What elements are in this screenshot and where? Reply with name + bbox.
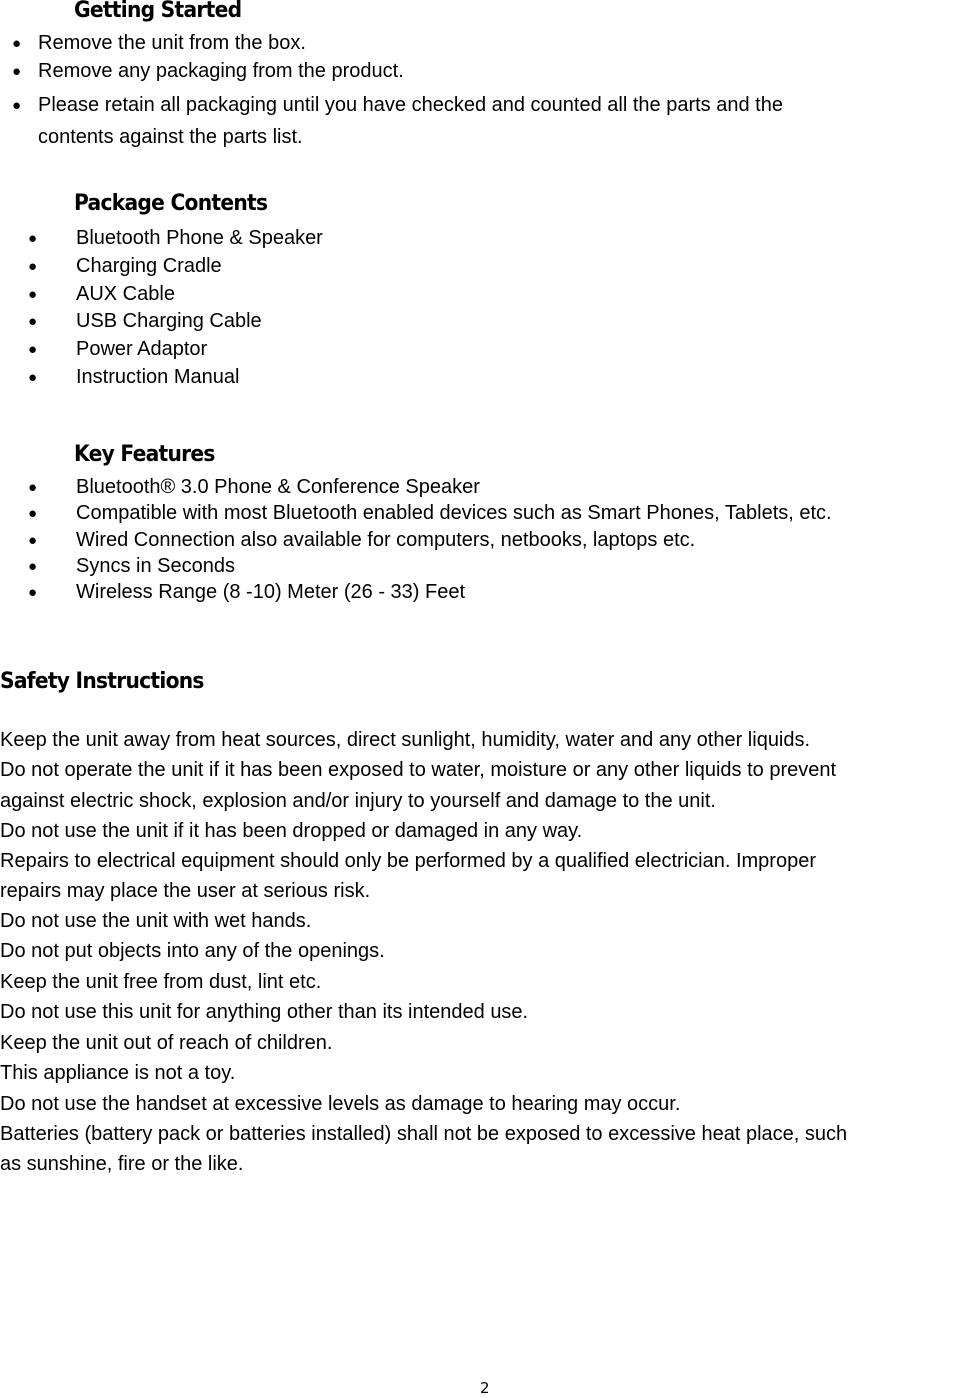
bullet-icon: ● bbox=[28, 558, 38, 575]
safety-line: against electric shock, explosion and/or injury to yourself and damage to the unit. bbox=[0, 790, 716, 812]
safety-line: Do not use the handset at excessive levels as damage to hearing may occur. bbox=[0, 1093, 681, 1115]
safety-line: Do not use the unit with wet hands. bbox=[0, 910, 312, 932]
getting-started-item: Remove the unit from the box. bbox=[38, 32, 306, 54]
safety-line: Keep the unit away from heat sources, direct sunlight, humidity, water and any other liquids. bbox=[0, 729, 811, 751]
package-item: Power Adaptor bbox=[76, 338, 208, 360]
package-contents-heading: Package Contents bbox=[74, 191, 268, 216]
getting-started-item: Remove any packaging from the product. bbox=[38, 60, 404, 82]
bullet-icon: ● bbox=[28, 258, 38, 275]
bullet-icon: ● bbox=[28, 479, 38, 496]
package-item: AUX Cable bbox=[76, 283, 175, 305]
safety-line: Do not operate the unit if it has been exposed to water, moisture or any other liquids to prevent bbox=[0, 759, 837, 781]
bullet-icon: ● bbox=[12, 97, 22, 114]
safety-instructions-heading: Safety Instructions bbox=[0, 669, 204, 694]
safety-line: Repairs to electrical equipment should only be performed by a qualified electrician. Improper bbox=[0, 850, 816, 872]
safety-line: Do not put objects into any of the openings. bbox=[0, 940, 385, 962]
bullet-icon: ● bbox=[12, 63, 22, 80]
bullet-icon: ● bbox=[28, 286, 38, 303]
safety-line: Keep the unit free from dust, lint etc. bbox=[0, 971, 322, 993]
package-item: Instruction Manual bbox=[76, 366, 240, 388]
page-number: 2 bbox=[480, 1379, 490, 1397]
feature-item: Wireless Range (8 -10) Meter (26 - 33) Feet bbox=[76, 581, 466, 603]
bullet-icon: ● bbox=[28, 532, 38, 549]
feature-item: Compatible with most Bluetooth enabled devices such as Smart Phones, Tablets, etc. bbox=[76, 502, 832, 524]
package-item: Bluetooth Phone & Speaker bbox=[76, 227, 323, 249]
bullet-icon: ● bbox=[28, 230, 38, 247]
getting-started-heading: Getting Started bbox=[74, 0, 242, 23]
bullet-icon: ● bbox=[28, 505, 38, 522]
feature-item: Syncs in Seconds bbox=[76, 555, 235, 577]
safety-line: as sunshine, fire or the like. bbox=[0, 1153, 244, 1175]
bullet-icon: ● bbox=[28, 369, 38, 386]
bullet-icon: ● bbox=[28, 341, 38, 358]
key-features-heading: Key Features bbox=[74, 442, 215, 467]
safety-line: Do not use this unit for anything other than its intended use. bbox=[0, 1001, 529, 1023]
bullet-icon: ● bbox=[28, 313, 38, 330]
safety-line: Batteries (battery pack or batteries installed) shall not be exposed to excessive heat place, such bbox=[0, 1123, 848, 1145]
bullet-icon: ● bbox=[12, 35, 22, 52]
bullet-icon: ● bbox=[28, 584, 38, 601]
safety-line: Keep the unit out of reach of children. bbox=[0, 1032, 333, 1054]
package-item: Charging Cradle bbox=[76, 255, 222, 277]
safety-line: This appliance is not a toy. bbox=[0, 1062, 236, 1084]
getting-started-item: Please retain all packaging until you have checked and counted all the parts and the bbox=[38, 94, 783, 116]
safety-line: Do not use the unit if it has been dropped or damaged in any way. bbox=[0, 820, 583, 842]
feature-item: Bluetooth® 3.0 Phone & Conference Speaker bbox=[76, 476, 480, 498]
feature-item: Wired Connection also available for computers, netbooks, laptops etc. bbox=[76, 529, 696, 551]
package-item: USB Charging Cable bbox=[76, 310, 262, 332]
getting-started-item-continued: contents against the parts list. bbox=[38, 126, 303, 148]
safety-line: repairs may place the user at serious risk. bbox=[0, 880, 371, 902]
